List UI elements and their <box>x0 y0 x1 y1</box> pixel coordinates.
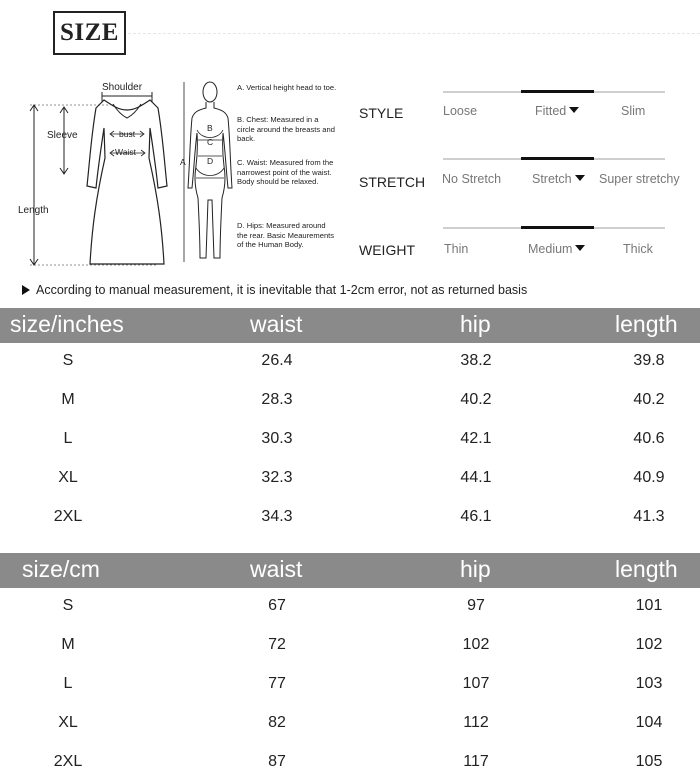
cell-waist: 87 <box>268 753 286 770</box>
table-row <box>0 627 700 666</box>
weight-scale <box>443 227 665 229</box>
cell-hip: 42.1 <box>460 430 492 447</box>
measure-b-label: B <box>207 123 213 133</box>
style-scale <box>443 91 665 93</box>
cell-hip: 44.1 <box>460 469 492 486</box>
cell-length: 101 <box>635 597 663 614</box>
cell-waist: 32.3 <box>261 469 293 486</box>
table-row <box>0 744 700 778</box>
cell-size: L <box>63 430 73 447</box>
annotation-d: D. Hips: Measured around the rear. Basic Meaurements of the Human Body. <box>237 221 335 250</box>
stretch-scale <box>443 158 665 160</box>
shoulder-label: Shoulder <box>102 82 143 93</box>
cell-waist: 30.3 <box>261 430 293 447</box>
style-option-fitted: Fitted <box>535 104 579 118</box>
caret-down-icon <box>569 107 579 113</box>
cell-waist: 82 <box>268 714 286 731</box>
table-row <box>0 666 700 705</box>
play-arrow-icon <box>22 285 30 295</box>
cell-waist: 77 <box>268 675 286 692</box>
annotation-a: A. Vertical height head to toe. <box>237 83 337 92</box>
table-row <box>0 382 700 421</box>
table-row <box>0 421 700 460</box>
cell-length: 40.6 <box>633 430 665 447</box>
cell-waist: 67 <box>268 597 286 614</box>
cell-length: 103 <box>635 675 663 692</box>
header-length: length <box>615 556 678 582</box>
weight-option-medium: Medium <box>528 242 585 256</box>
cell-hip: 97 <box>467 597 485 614</box>
header-length: length <box>615 311 678 337</box>
cell-waist: 26.4 <box>261 352 293 369</box>
cell-length: 40.2 <box>633 391 665 408</box>
table-row <box>0 499 700 538</box>
stretch-label: STRETCH <box>359 174 426 190</box>
header-size: size/inches <box>10 311 124 337</box>
caret-down-icon <box>575 245 585 251</box>
cell-hip: 117 <box>463 753 489 770</box>
table-header <box>0 553 700 588</box>
stretch-option-stretch: Stretch <box>532 172 585 186</box>
measure-d-label: D <box>207 156 214 166</box>
cell-length: 104 <box>635 714 663 731</box>
header-divider <box>128 33 700 34</box>
stretch-selected-indicator <box>521 157 594 160</box>
cell-length: 105 <box>635 753 663 770</box>
size-badge-text: SIZE <box>60 19 119 46</box>
table-row <box>0 343 700 382</box>
cell-size: S <box>62 352 74 369</box>
size-table-inches <box>0 308 700 538</box>
style-selected-indicator <box>521 90 594 93</box>
cell-size: M <box>61 391 75 408</box>
weight-selected-indicator <box>521 226 594 229</box>
style-label: STYLE <box>359 105 404 121</box>
cell-size: S <box>62 597 74 614</box>
cell-size: XL <box>58 469 78 486</box>
cell-waist: 34.3 <box>261 508 293 525</box>
cell-length: 41.3 <box>633 508 665 525</box>
table-row <box>0 460 700 499</box>
cell-size: XL <box>58 714 78 731</box>
cell-waist: 72 <box>268 636 286 653</box>
cell-waist: 28.3 <box>261 391 293 408</box>
header-size: size/cm <box>22 556 100 582</box>
cell-length: 39.8 <box>633 352 665 369</box>
length-label: Length <box>18 205 49 216</box>
body-diagram-illustration <box>178 78 236 270</box>
dress-diagram-illustration <box>18 78 183 270</box>
cell-length: 102 <box>635 636 663 653</box>
cell-hip: 38.2 <box>460 352 492 369</box>
stretch-option-super-stretchy: Super stretchy <box>599 172 680 186</box>
cell-size: M <box>61 636 75 653</box>
waist-label: Waist <box>115 147 136 157</box>
bust-label: bust <box>119 129 136 139</box>
annotation-b: B. Chest: Measured in a circle around the breasts and back. <box>237 115 335 144</box>
cell-hip: 107 <box>462 675 490 692</box>
cell-hip: 112 <box>463 714 489 731</box>
measure-c-label: C <box>207 137 214 147</box>
header-hip: hip <box>460 556 491 582</box>
table-row <box>0 588 700 627</box>
size-table-cm <box>0 553 700 778</box>
header-hip: hip <box>460 311 491 337</box>
size-badge <box>53 11 126 55</box>
style-option-slim: Slim <box>621 104 646 118</box>
annotation-c: C. Waist: Measured from the narrowest point of the waist. Body should be relaxed. <box>237 158 334 187</box>
weight-option-thick: Thick <box>623 242 653 256</box>
weight-option-thin: Thin <box>444 242 469 256</box>
cell-length: 40.9 <box>633 469 665 486</box>
table-header <box>0 308 700 343</box>
cell-size: 2XL <box>53 753 83 770</box>
cell-hip: 102 <box>462 636 490 653</box>
cell-size: 2XL <box>53 508 83 525</box>
measure-a-label: A <box>180 157 186 167</box>
table-row <box>0 705 700 744</box>
header-waist: waist <box>250 311 303 337</box>
cell-hip: 46.1 <box>460 508 492 525</box>
style-option-loose: Loose <box>443 104 478 118</box>
header-waist: waist <box>250 556 303 582</box>
cell-size: L <box>63 675 73 692</box>
cell-hip: 40.2 <box>460 391 492 408</box>
stretch-option-no-stretch: No Stretch <box>442 172 502 186</box>
sleeve-label: Sleeve <box>47 130 78 141</box>
measurement-note: According to manual measurement, it is inevitable that 1-2cm error, not as returned basis <box>22 283 527 297</box>
weight-label: WEIGHT <box>359 242 415 258</box>
caret-down-icon <box>575 175 585 181</box>
